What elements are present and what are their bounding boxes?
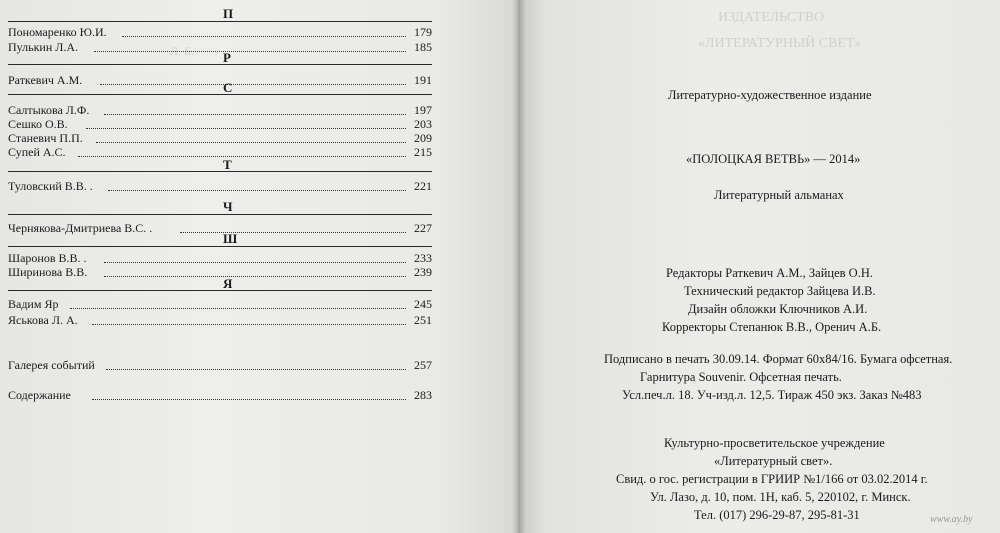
toc-entry-page: 233	[414, 251, 432, 265]
address: Ул. Лазо, д. 10, пом. 1Н, каб. 5, 220102, г. Минск.	[650, 490, 911, 504]
toc-entry-name: Пулькин Л.А.	[8, 40, 79, 54]
almanac-title: «ПОЛОЦКАЯ ВЕТВЬ» — 2014»	[686, 152, 861, 166]
print-data: Усл.печ.л. 18. Уч-изд.л. 12,5. Тираж 450 экз. Заказ №483	[622, 388, 922, 402]
toc-entry-name: Пономаренко Ю.И.	[8, 25, 107, 39]
toc-leader-dots	[106, 369, 406, 370]
toc-entry-name: Ширинова В.В.	[8, 265, 88, 279]
toc-entry-page: 221	[414, 179, 432, 193]
toc-entry-name: Шаронов В.В. .	[8, 251, 87, 265]
toc-entry-name: Сешко О.В.	[8, 117, 68, 131]
toc-entry-name: Супей А.С.	[8, 145, 66, 159]
toc-leader-dots	[104, 114, 406, 115]
technical-editor: Технический редактор Зайцева И.В.	[684, 284, 876, 298]
toc-entry-name: Галерея событий	[8, 358, 95, 372]
phone: Тел. (017) 296-29-87, 295-81-31	[694, 508, 860, 522]
toc-letter: П	[223, 6, 234, 21]
toc-rule	[8, 64, 432, 65]
toc-leader-dots	[100, 84, 406, 85]
toc-entry-name: Яськова Л. А.	[8, 313, 78, 327]
toc-entry-page: 245	[414, 297, 432, 311]
edition-type: Литературно-художественное издание	[668, 88, 872, 102]
toc-entry	[8, 131, 432, 145]
toc-leader-dots	[122, 36, 406, 37]
toc-entry-page: 227	[414, 221, 432, 235]
toc-entry	[8, 73, 432, 87]
show-through-text: ИЗДАТЕЛЬСТВО	[718, 10, 825, 25]
toc-entry-gallery	[8, 358, 432, 372]
cover-design: Дизайн обложки Ключников А.И.	[688, 302, 868, 316]
toc-entry-page: 197	[414, 103, 432, 117]
toc-letter: Т	[223, 157, 232, 172]
toc-letter: Я	[223, 276, 233, 291]
toc-entry-page: 191	[414, 73, 432, 87]
toc-entry-page: 179	[414, 25, 432, 39]
toc-entry	[8, 40, 432, 54]
right-page-colophon	[518, 0, 1000, 533]
toc-entry	[8, 297, 432, 311]
toc-rule	[8, 21, 432, 22]
toc-rule	[8, 214, 432, 215]
toc-entry-page: 257	[414, 358, 432, 372]
toc-leader-dots	[92, 324, 406, 325]
toc-leader-dots	[92, 399, 406, 400]
toc-entry	[8, 221, 432, 235]
toc-entry	[8, 265, 432, 279]
toc-leader-dots	[104, 276, 406, 277]
toc-leader-dots	[180, 232, 406, 233]
institution: Культурно-просветительское учреждение	[664, 436, 885, 450]
toc-entry-contents	[8, 388, 432, 402]
toc-entry	[8, 145, 432, 159]
toc-entry-name: Содержание	[8, 388, 71, 402]
toc-entry-name: Чернякова-Дмитриева В.С. .	[8, 221, 153, 235]
toc-entry	[8, 251, 432, 265]
toc-entry-name: Раткевич А.М.	[8, 73, 83, 87]
almanac-subtitle: Литературный альманах	[714, 188, 844, 202]
show-through-text: «ЛИТЕРАТУРНЫЙ СВЕТ»	[698, 36, 862, 51]
typeface: Гарнитура Souvenir. Офсетная печать.	[640, 370, 842, 384]
editors: Редакторы Раткевич А.М., Зайцев О.Н.	[666, 266, 873, 280]
toc-rule	[8, 246, 432, 247]
toc-letter: Ч	[223, 199, 233, 214]
toc-leader-dots	[94, 51, 406, 52]
toc-letter: С	[223, 80, 233, 95]
toc-entry	[8, 179, 432, 193]
toc-entry-page: 215	[414, 145, 432, 159]
toc-entry	[8, 25, 432, 39]
toc-entry-page: 239	[414, 265, 432, 279]
toc-entry-name: Станевич П.П.	[8, 131, 83, 145]
toc-entry	[8, 103, 432, 117]
print-signed: Подписано в печать 30.09.14. Формат 60x84/16. Бумага офсетная.	[604, 352, 953, 366]
toc-leader-dots	[70, 308, 406, 309]
show-through-text: Л. Б.	[170, 44, 195, 58]
toc-rule	[8, 94, 432, 95]
toc-entry-page: 203	[414, 117, 432, 131]
watermark: www.ay.by	[930, 514, 973, 525]
toc-letter: Р	[223, 50, 231, 65]
toc-entry-page: 209	[414, 131, 432, 145]
toc-letter: Ш	[223, 231, 238, 246]
toc-rule	[8, 171, 432, 172]
toc-entry	[8, 117, 432, 131]
institution-name: «Литературный свет».	[714, 454, 833, 468]
toc-rule	[8, 290, 432, 291]
toc-entry-page: 283	[414, 388, 432, 402]
book-spine	[512, 0, 526, 533]
toc-leader-dots	[78, 156, 406, 157]
toc-leader-dots	[104, 262, 406, 263]
toc-leader-dots	[86, 128, 406, 129]
toc-entry-page: 185	[414, 40, 432, 54]
toc-entry-page: 251	[414, 313, 432, 327]
proofreaders: Корректоры Степанюк В.В., Оренич А.Б.	[662, 320, 882, 334]
toc-leader-dots	[108, 190, 406, 191]
toc-entry-name: Салтыкова Л.Ф.	[8, 103, 90, 117]
toc-leader-dots	[96, 142, 406, 143]
registration: Свид. о гос. регистрации в ГРИИР №1/166 от 03.02.2014 г.	[616, 472, 928, 486]
toc-entry-name: Вадим Яр	[8, 297, 59, 311]
toc-entry-name: Туловский В.В. .	[8, 179, 93, 193]
toc-entry	[8, 313, 432, 327]
